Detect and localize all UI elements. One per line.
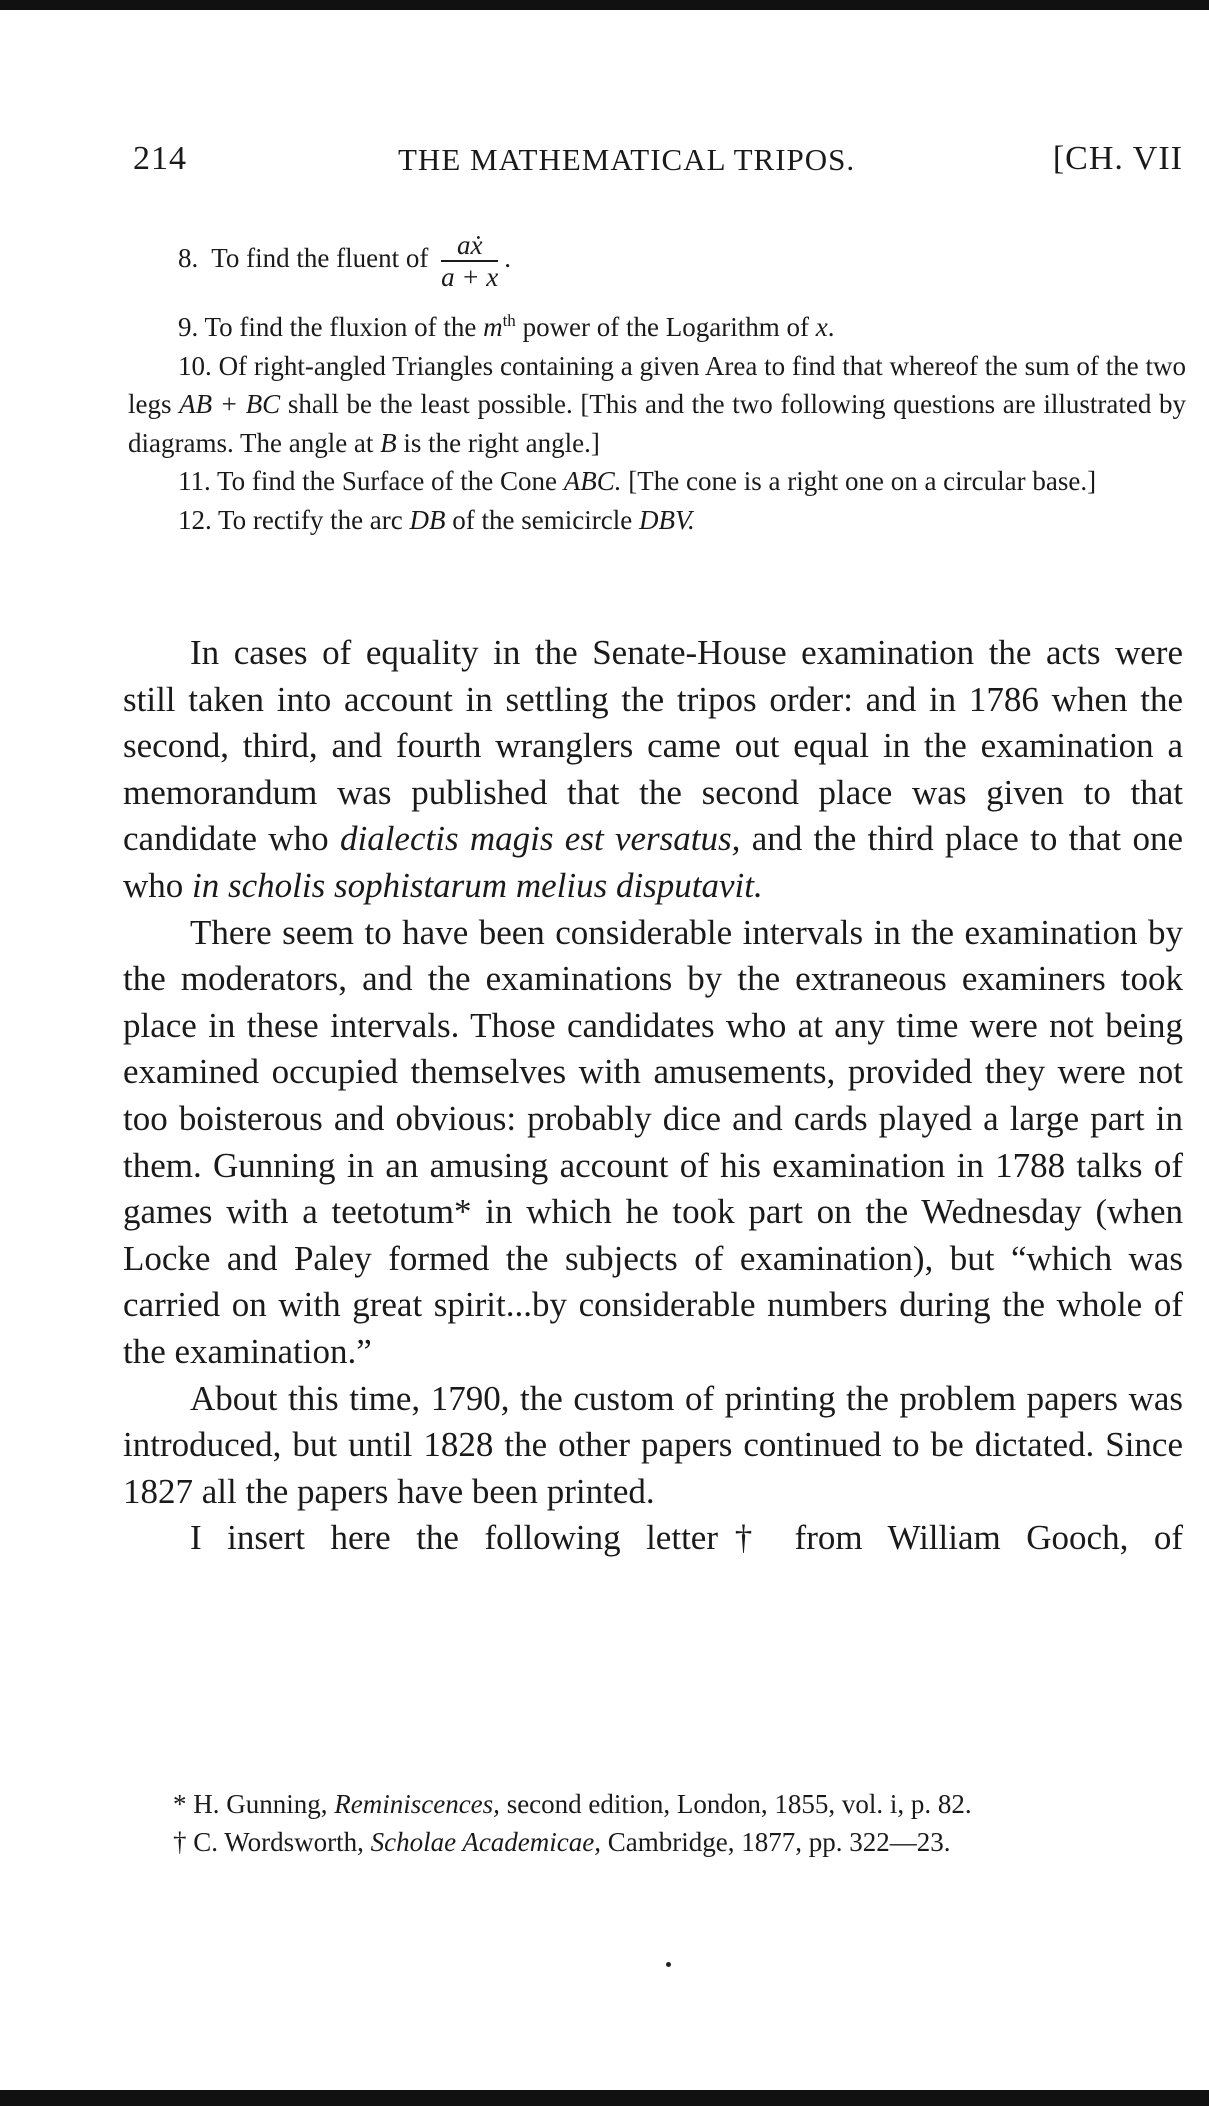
scan-top-border	[0, 0, 1209, 10]
page-number: 214	[133, 140, 187, 177]
paragraph-3: About this time, 1790, the custom of printing the problem papers was introduced, but until 1828 the other papers continued to be dictated. Since 1827 all the papers have been printed.	[123, 1378, 1183, 1511]
question-10: 10. Of right-angled Triangles containing a given Area to find that whereof the sum of the two legs AB + BC shall be the least possible. [This and the two following questions are illustrated by diagrams. The angle at B is the right angle.]	[128, 350, 1187, 458]
question-12: 12. To rectify the arc DB of the semicircle DBV.	[178, 504, 695, 535]
paragraph-2: There seem to have been considerable intervals in the examination by the moderators, and the examinations by the extraneous examiners took place in these intervals. Those candidates who at any time were not being examined occupied themselves with amusements, provided they were not too boisterous and obvious: probably dice and cards played a large part in them. Gunning in an amusing account of his examination in 1788 talks of games with a teetotum* in which he took part on the Wednesday (when Locke and Paley formed the subjects of examination), but “which was carried on with great spirit...by considerable numbers during the whole of the examination.”	[123, 912, 1183, 1371]
chapter-label: [CH. VII	[1052, 140, 1183, 177]
running-title: THE MATHEMATICAL TRIPOS.	[398, 142, 856, 177]
fraction-denominator: a + x	[441, 262, 499, 292]
fraction-numerator: aẋ	[441, 230, 498, 262]
page-header	[133, 140, 1183, 182]
footnote-1: * H. Gunning, Reminiscences, second edition, London, 1855, vol. i, p. 82.	[173, 1789, 972, 1819]
paragraph-1: In cases of equality in the Senate-House examination the acts were still taken into account in settling the tripos order: and in 1786 when the second, third, and fourth wranglers came out equal in the examination a memorandum was published that the second place was given to that candidate who dialectis magis est versatus, and the third place to that one who in scholis sophistarum melius disputavit.	[123, 633, 1183, 905]
question-list	[128, 302, 1186, 539]
scan-speck	[666, 1962, 671, 1967]
footnote-2: † C. Wordsworth, Scholae Academicae, Cambridge, 1877, pp. 322—23.	[173, 1827, 951, 1857]
body-text	[123, 630, 1183, 1562]
fraction	[441, 230, 498, 292]
footnotes	[118, 1785, 1183, 1861]
scan-bottom-border	[0, 2090, 1209, 2106]
question-8: 8. To find the fluent of $\frac{\text{aẋ}}{a + x}$ .	[178, 230, 512, 292]
paragraph-4: I insert here the following letter† from William Gooch, of	[190, 1518, 1183, 1558]
question-9: 9. To find the fluxion of the $m^{th}$ power of the Logarithm of x.	[178, 311, 835, 342]
question-11: 11. To find the Surface of the Cone ABC. [The cone is a right one on a circular base.]	[178, 466, 1097, 496]
